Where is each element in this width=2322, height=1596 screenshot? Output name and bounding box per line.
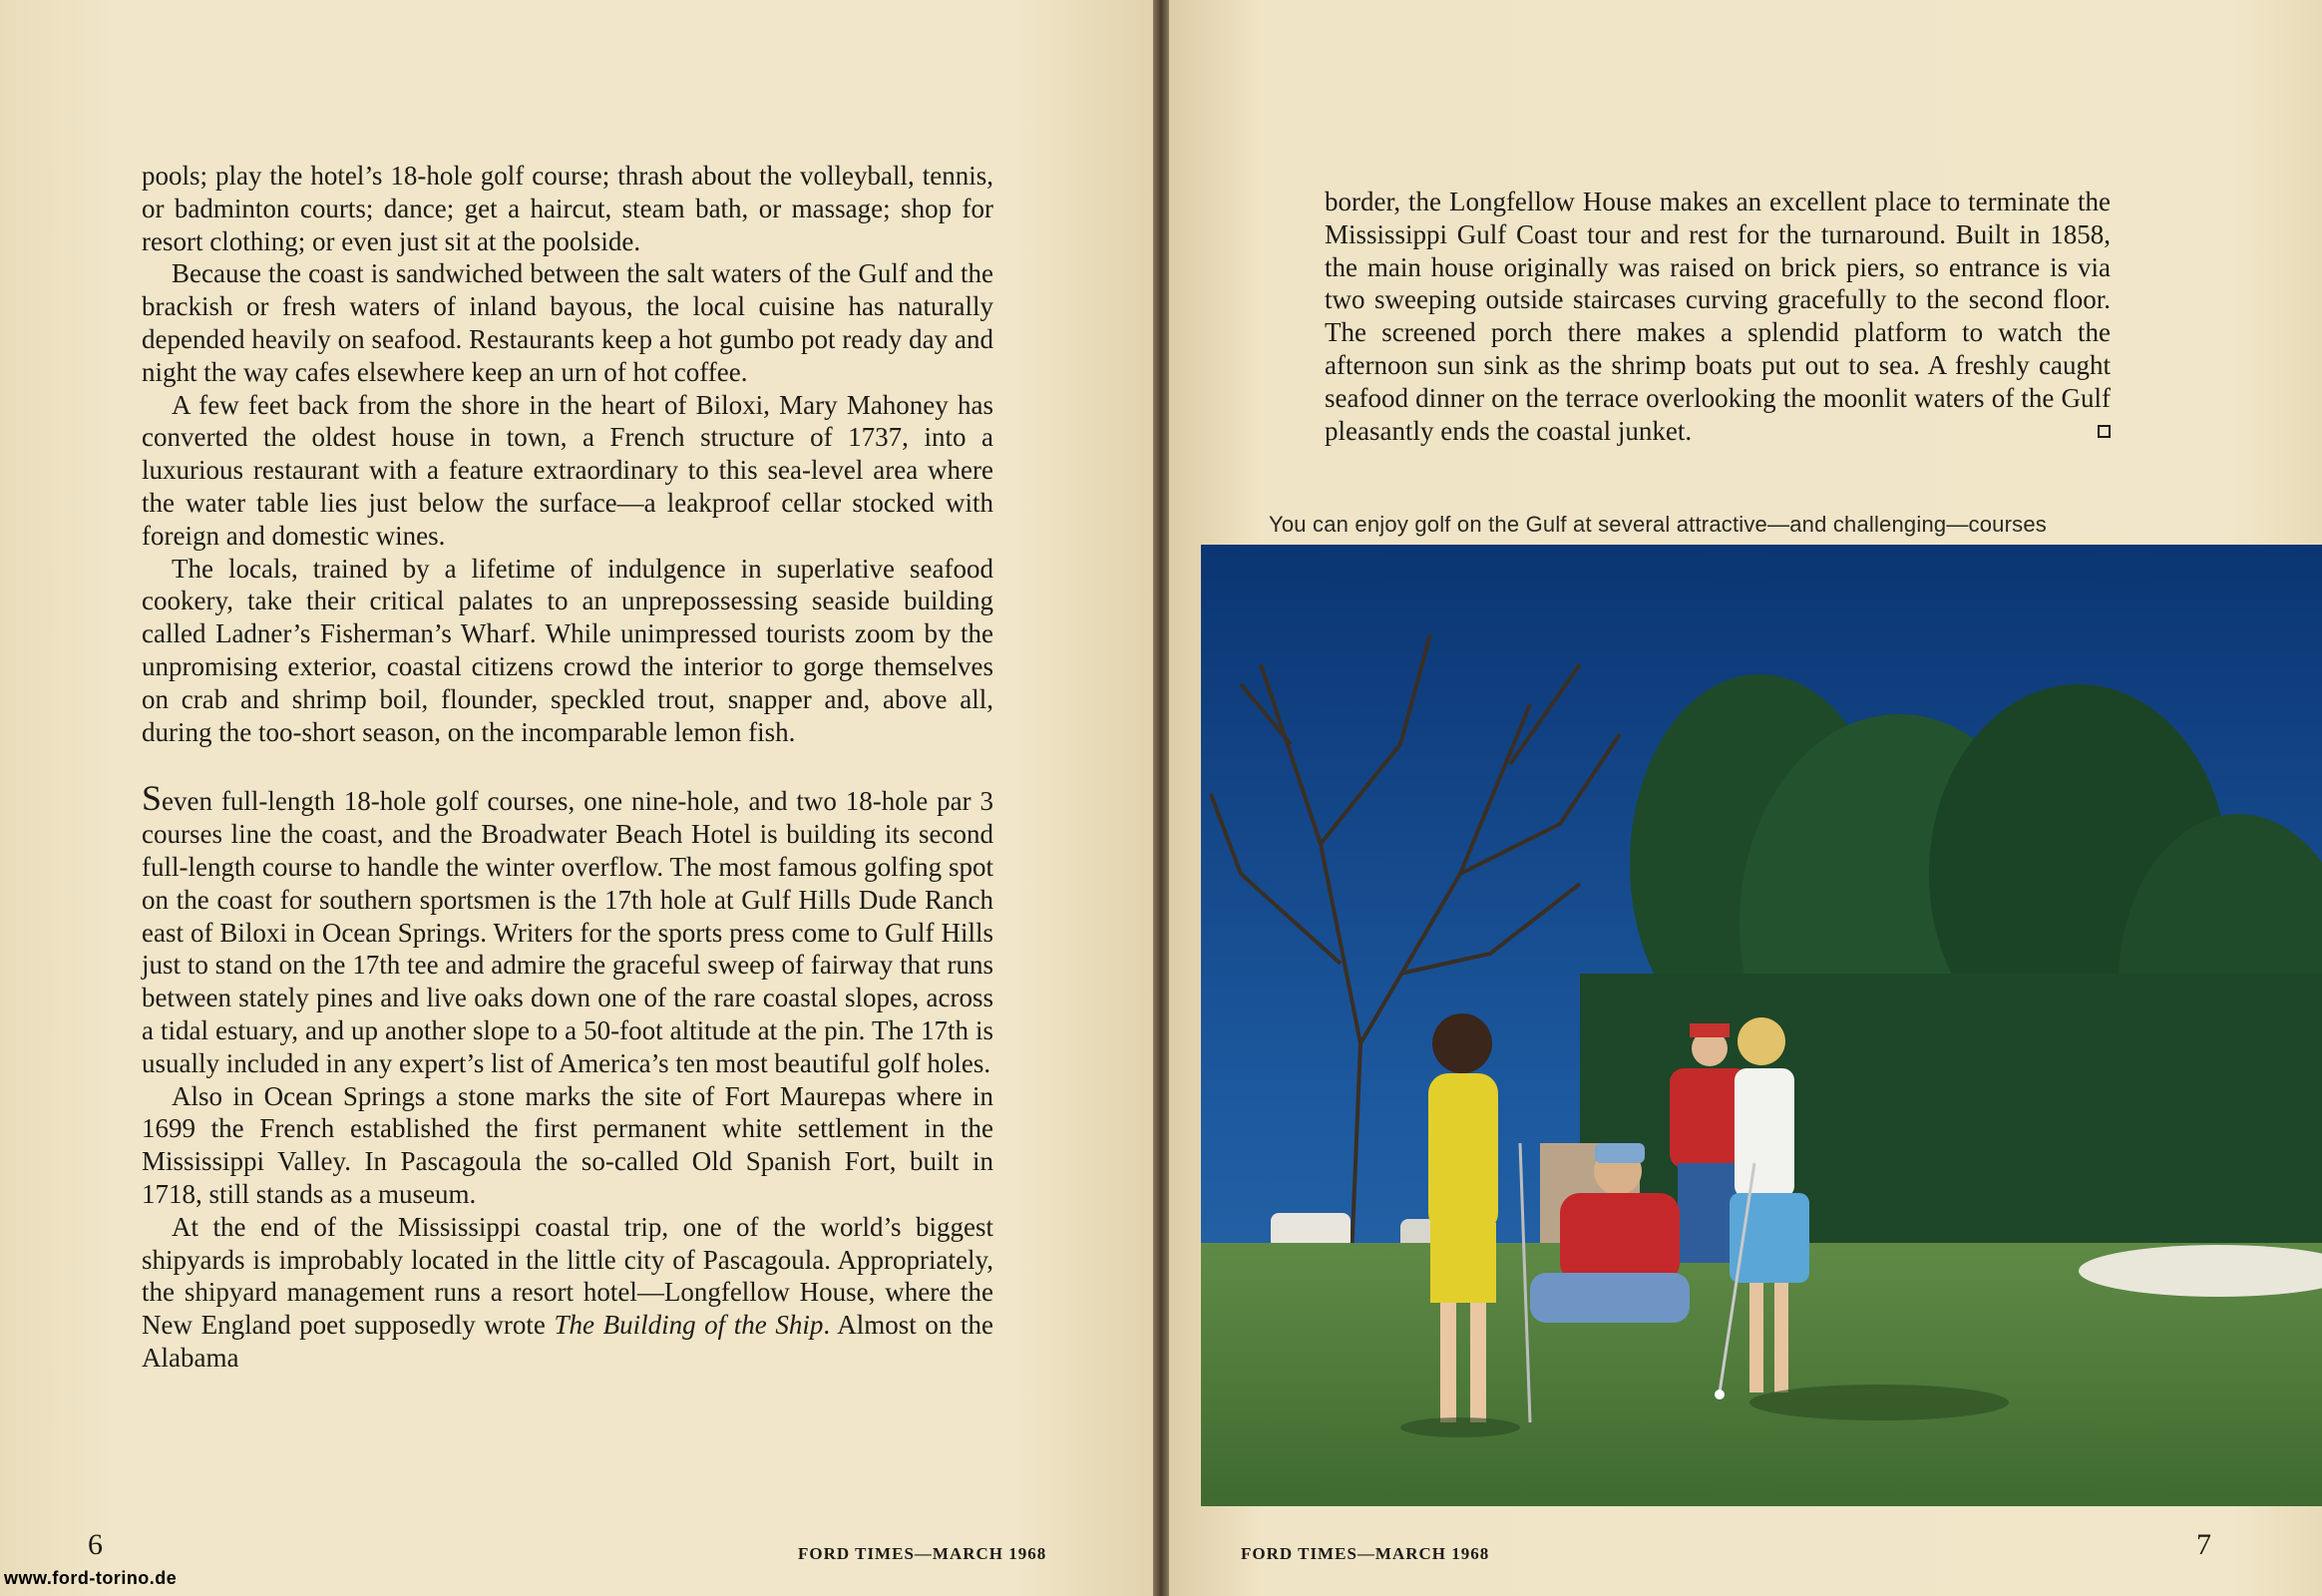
watermark-text: www.ford-torino.de <box>4 1568 178 1588</box>
section-initial: S <box>142 778 163 819</box>
golf-photo <box>1201 545 2322 1506</box>
golf-scene-illustration <box>1201 545 2322 1506</box>
paragraph: Because the coast is sandwiched between the salt waters of the Gulf and the brackish or fresh waters of inland bayous, the local cuisine has naturally depended heavily on seafood. Restaurants keep a hot gumbo pot ready day and night the way cafes elsewhere keep an urn of hot coffee. <box>142 258 993 387</box>
paragraph <box>142 1211 993 1375</box>
page-number: 6 <box>88 1528 103 1561</box>
left-page <box>0 0 1153 1596</box>
book-title: The Building of the Ship <box>554 1310 824 1341</box>
paragraph: pools; play the hotel’s 18-hole golf course; thrash about the volleyball, tennis, or badminton courts; dance; get a haircut, steam bath, or massage; shop for resort clothing; or even just sit at the poolside. <box>142 161 993 256</box>
paragraph: The locals, trained by a lifetime of indulgence in superlative seafood cookery, take their critical palates to an unprepossessing seaside building called Ladner’s Fisherman’s Wharf. While unimpressed tourists zoom by the unpromising exterior, coastal citizens crowd the interior to gorge themselves on crab and shrimp boil, flounder, speckled trout, snapper and, above all, during the too-short season, on the incomparable lemon fish. <box>142 553 993 747</box>
paragraph: A few feet back from the shore in the heart of Biloxi, Mary Mahoney has converted the oldest house in town, a French structure of 1737, into a luxurious restaurant with a feature extraordinary to this sea-level area where the water table lies just below the surface—a leakproof cellar stocked with foreign and domestic wines. <box>142 389 993 551</box>
running-footer: FORD TIMES—MARCH 1968 <box>798 1544 1047 1563</box>
paragraph-text: border, the Longfellow House makes an excellent place to terminate the Mississippi Gulf Coast tour and rest for the turnaround. Built in 1858, the main house originally was raised on brick piers, so entrance is via two sweeping outside staircases curving gracefully to the second floor. The screened porch there makes a splendid platform to watch the afternoon sun sink as the shrimp boats put out to sea. A freshly caught seafood dinner on the terrace overlooking the moonlit waters of the Gulf pleasantly ends the coastal junket. <box>1325 187 2111 446</box>
end-mark-icon <box>2098 425 2111 438</box>
book-gutter <box>1153 0 1169 1596</box>
right-text-column <box>1325 186 2111 447</box>
paragraph <box>1325 186 2111 447</box>
section-text: even full-length 18-hole golf courses, one nine-hole, and two 18-hole par 3 courses line the coast, and the Broadwater Beach Hotel is building its second full-length course to handle the winter overflow. The most famous golfing spot on the coast for southern sportsmen is the 17th hole at Gulf Hills Dude Ranch east of Biloxi in Ocean Springs. Writers for the sports press come to Gulf Hills just to stand on the 17th tee and admire the graceful sweep of fairway that runs between stately pines and live oaks down one of the rare coastal slopes, across a tidal estuary, and up another slope to a 50-foot altitude at the pin. The 17th is usually included in any expert’s list of America’s ten most beautiful golf holes. <box>142 786 993 1078</box>
paragraph-text: . Almost on the Alabama <box>142 1310 993 1373</box>
photo-caption: You can enjoy golf on the Gulf at several attractive—and challenging—courses <box>1269 512 2047 537</box>
right-page <box>1169 0 2322 1596</box>
running-footer: FORD TIMES—MARCH 1968 <box>1241 1544 1490 1563</box>
paragraph: Also in Ocean Springs a stone marks the site of Fort Maurepas where in 1699 the French established the first permanent white settlement in the Mississippi Valley. In Pascagoula the so-called Old Spanish Fort, built in 1718, still stands as a museum. <box>142 1080 993 1209</box>
paragraph-text: At the end of the Mississippi coastal trip, one of the world’s biggest shipyards is improbably located in the little city of Pascagoula. Appropriately, the shipyard management runs a resort hotel—Longfellow House, where the New England poet supposedly wrote <box>142 1211 993 1341</box>
page-number: 7 <box>2196 1528 2211 1561</box>
left-text-column <box>142 160 993 1375</box>
section-paragraph <box>142 780 993 1079</box>
